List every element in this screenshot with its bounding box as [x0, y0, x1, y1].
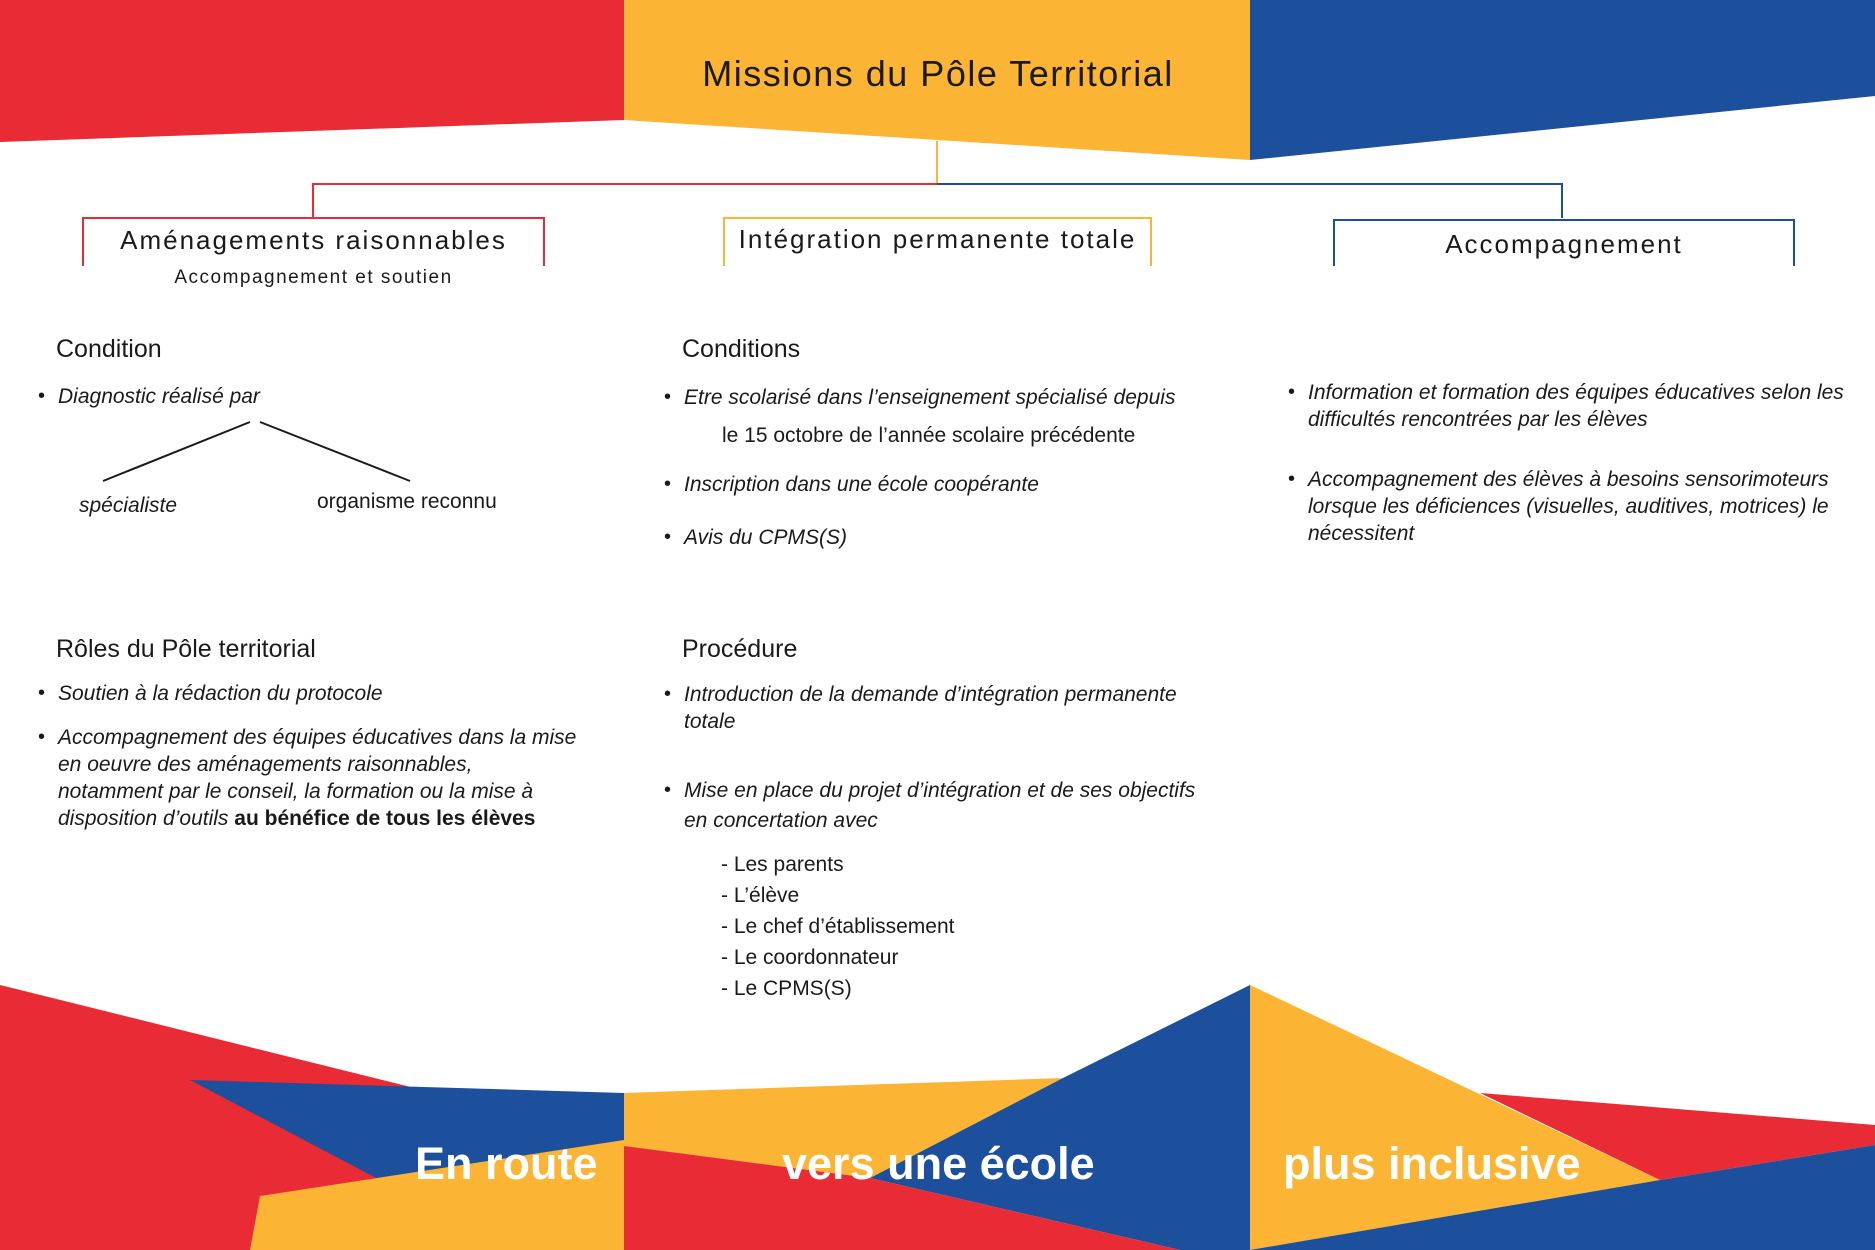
- header-red-band: [0, 0, 624, 142]
- bullet-icon: •: [664, 779, 672, 801]
- connector-right: [937, 184, 1562, 218]
- partner-item: - Le coordonnateur: [721, 946, 899, 969]
- bullet-icon: •: [664, 473, 672, 495]
- condition-bullet: • Diagnostic réalisé par: [38, 385, 260, 408]
- conditions-bullet-2: • Inscription dans une école coopérante: [664, 473, 1039, 496]
- partner-item: - Le chef d’établissement: [721, 915, 955, 938]
- accompagnement-bullet-2: • Accompagnement des élèves à besoins sensorimoteurs lorsque les déficiences (visuelles, auditives, motrices) le nécessitent: [1288, 468, 1829, 545]
- roles-bullet-2: • Accompagnement des équipes éducatives dans la mise en oeuvre des aménagements raisonnables, notamment par le conseil, la formation ou la mise à disposition d’outils au bénéfice de tous les élèves: [38, 726, 577, 830]
- connector-left: [313, 184, 937, 218]
- partner-item: - Les parents: [721, 853, 844, 876]
- bullet-icon: •: [1288, 381, 1296, 403]
- conditions-bullet-1-continuation: le 15 octobre de l’année scolaire précédente: [722, 424, 1136, 447]
- heading-accompagnement: Accompagnement: [1445, 229, 1683, 259]
- partners-list: [721, 849, 954, 1004]
- procedure-bullet-2: • Mise en place du projet d’intégration et de ses objectifs: [664, 779, 1196, 802]
- heading-amenagements: Aménagements raisonnables: [120, 225, 507, 255]
- option-specialiste: spécialiste: [79, 494, 178, 517]
- bullet-icon: •: [38, 726, 46, 748]
- bullet-icon: •: [664, 683, 672, 705]
- header-blue-band: [1250, 0, 1875, 160]
- conditions-bullet-3: • Avis du CPMS(S): [664, 526, 847, 549]
- bullet-icon: •: [664, 526, 672, 548]
- branch-line-organisme: [260, 422, 410, 481]
- option-organisme: organisme reconnu: [317, 490, 497, 513]
- roles-bullet-1: • Soutien à la rédaction du protocole: [38, 682, 383, 705]
- roles-bullet-2-emphasis: au bénéfice de tous les élèves: [234, 807, 536, 830]
- roles-title: Rôles du Pôle territorial: [56, 635, 316, 663]
- bullet-icon: •: [664, 386, 672, 408]
- bullet-icon: •: [38, 682, 46, 704]
- conditions-bullet-1: • Etre scolarisé dans l’enseignement spécialisé depuis: [664, 386, 1176, 409]
- procedure-bullet-2-continuation: en concertation avec: [684, 809, 878, 832]
- bullet-icon: •: [38, 385, 46, 407]
- conditions-title: Conditions: [682, 335, 801, 363]
- bullet-icon: •: [1288, 468, 1296, 490]
- footer-slogan-part-3: plus inclusive: [1283, 1138, 1581, 1189]
- footer-slogan-part-1: En route: [415, 1138, 598, 1189]
- accompagnement-bullet-1: • Information et formation des équipes éducatives selon les difficultés rencontrées par les élèves: [1288, 381, 1844, 431]
- branch-line-specialiste: [103, 422, 250, 481]
- footer-slogan-part-2: vers une école: [782, 1138, 1095, 1189]
- partner-item: - L’élève: [721, 884, 800, 907]
- condition-title: Condition: [56, 335, 162, 363]
- procedure-bullet-1: • Introduction de la demande d’intégration permanente totale: [664, 683, 1177, 733]
- procedure-title: Procédure: [682, 635, 798, 663]
- page-title: Missions du Pôle Territorial: [702, 53, 1174, 94]
- partner-item: - Le CPMS(S): [721, 977, 852, 1000]
- subheading-amenagements: Accompagnement et soutien: [174, 267, 453, 288]
- heading-integration: Intégration permanente totale: [738, 224, 1137, 254]
